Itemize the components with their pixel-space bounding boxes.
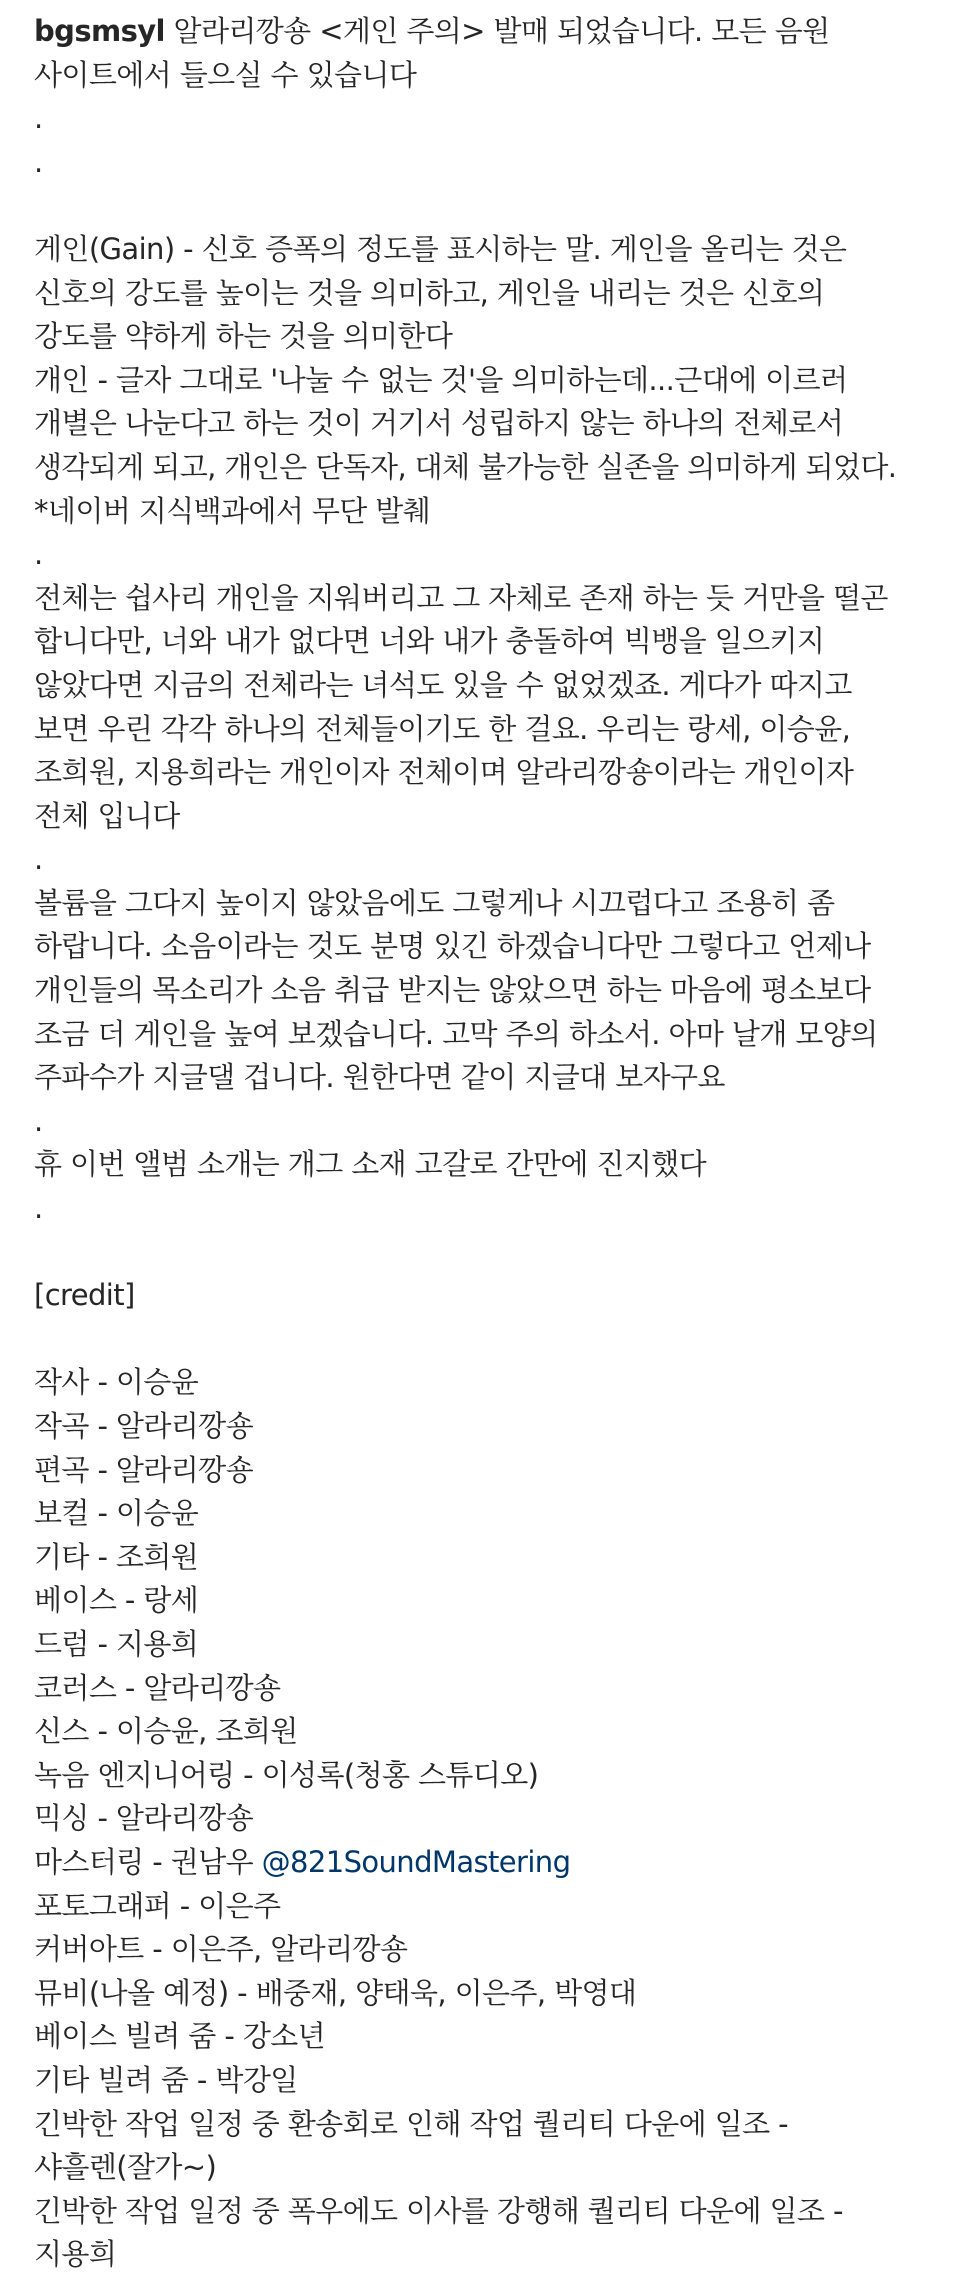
caption-line: 합니다만, 너와 내가 없다면 너와 내가 충돌하여 빅뱅을 일으키지 bbox=[34, 624, 825, 659]
caption-line: *네이버 지식백과에서 무단 발췌 bbox=[34, 493, 431, 528]
caption-line: 코러스 - 알라리깡숑 bbox=[34, 1670, 281, 1705]
post-caption bbox=[34, 10, 949, 2277]
credit-line-mastering bbox=[34, 1841, 949, 1885]
caption-line: 생각되게 되고, 개인은 단독자, 대체 불가능한 실존을 의미하게 되었다. bbox=[34, 449, 897, 484]
caption-line: 전체는 쉽사리 개인을 지워버리고 그 자체로 존재 하는 듯 거만을 떨곤 bbox=[34, 580, 888, 615]
caption-line: 베이스 - 랑세 bbox=[34, 1583, 199, 1618]
caption-line: 볼륨을 그다지 높이지 않았음에도 그렇게나 시끄럽다고 조용히 좀 bbox=[34, 885, 835, 920]
caption-line: 주파수가 지글댈 겁니다. 원한다면 같이 지글대 보자구요 bbox=[34, 1060, 725, 1095]
caption-line: 개인들의 목소리가 소음 취급 받지는 않았으면 하는 마음에 평소보다 bbox=[34, 973, 871, 1008]
caption-first-line: 알라리깡숑 <게인 주의> 발매 되었습니다. 모든 음원 bbox=[164, 14, 830, 48]
caption-line: . bbox=[34, 842, 43, 877]
caption-line: 신호의 강도를 높이는 것을 의미하고, 게인을 내리는 것은 신호의 bbox=[34, 275, 825, 310]
caption-line: 강도를 약하게 하는 것을 의미한다 bbox=[34, 319, 453, 354]
caption-line: . bbox=[34, 144, 43, 179]
caption-header bbox=[34, 10, 949, 54]
caption-line: 조금 더 게인을 높여 보겠습니다. 고막 주의 하소서. 아마 날개 모양의 bbox=[34, 1016, 878, 1051]
username-link[interactable]: bgsmsyl bbox=[34, 14, 165, 48]
caption-line: 뮤비(나올 예정) - 배중재, 양태욱, 이은주, 박영대 bbox=[34, 1975, 637, 2010]
caption-line: 기타 빌려 줌 - 박강일 bbox=[34, 2062, 298, 2097]
caption-line: 기타 - 조희원 bbox=[34, 1539, 199, 1574]
credit-mastering-text: 마스터링 - 권남우 bbox=[34, 1844, 262, 1879]
caption-line: 신스 - 이승윤, 조희원 bbox=[34, 1714, 298, 1749]
caption-line: 포토그래퍼 - 이은주 bbox=[34, 1888, 281, 1923]
caption-line: 작곡 - 알라리깡숑 bbox=[34, 1409, 253, 1443]
caption-line: 드럼 - 지용희 bbox=[34, 1626, 199, 1661]
caption-line: 게인(Gain) - 신호 증폭의 정도를 표시하는 말. 게인을 올리는 것은 bbox=[34, 231, 847, 266]
caption-line: 커버아트 - 이은주, 알라리깡숑 bbox=[34, 1932, 408, 1967]
caption-line: 하랍니다. 소음이라는 것도 분명 있긴 하겠습니다만 그렇다고 언제나 bbox=[34, 929, 871, 964]
caption-credits-rest bbox=[34, 1885, 949, 2277]
caption-line: 녹음 엔지니어링 - 이성록(청홍 스튜디오) bbox=[34, 1757, 539, 1792]
caption-line: 사이트에서 들으실 수 있습니다 bbox=[34, 57, 417, 92]
caption-line: [credit] bbox=[34, 1278, 135, 1313]
caption-line: . bbox=[34, 537, 43, 572]
caption-line: 긴박한 작업 일정 중 환송회로 인해 작업 퀄리티 다운에 일조 - bbox=[34, 2106, 788, 2141]
caption-body bbox=[34, 54, 949, 1841]
caption-line: 믹싱 - 알라리깡숑 bbox=[34, 1801, 253, 1836]
caption-line bbox=[34, 1318, 949, 1362]
caption-line: 지용희 bbox=[34, 2237, 117, 2272]
caption-line: 베이스 빌려 줌 - 강소년 bbox=[34, 2019, 326, 2054]
caption-line: . bbox=[34, 1103, 43, 1138]
caption-line: 긴박한 작업 일정 중 폭우에도 이사를 강행해 퀄리티 다운에 일조 - bbox=[34, 2193, 843, 2228]
caption-line: . bbox=[34, 101, 43, 136]
caption-line: 개별은 나눈다고 하는 것이 거기서 성립하지 않는 하나의 전체로서 bbox=[34, 406, 844, 441]
caption-line: 전체 입니다 bbox=[34, 798, 180, 833]
caption-line bbox=[34, 184, 949, 228]
caption-line: 편곡 - 알라리깡숑 bbox=[34, 1452, 253, 1487]
caption-line: 샤흘렌(잘가~) bbox=[34, 2150, 217, 2185]
caption-line: 조희원, 지용희라는 개인이자 전체이며 알라리깡숑이라는 개인이자 bbox=[34, 755, 854, 790]
caption-line: 보면 우린 각각 하나의 전체들이기도 한 걸요. 우리는 랑세, 이승윤, bbox=[34, 711, 851, 746]
caption-line: 휴 이번 앨범 소개는 개그 소재 고갈로 간만에 진지했다 bbox=[34, 1147, 707, 1182]
caption-line: 않았다면 지금의 전체라는 녀석도 있을 수 없었겠죠. 게다가 따지고 bbox=[34, 667, 852, 702]
caption-line: . bbox=[34, 1191, 43, 1226]
caption-line: 개인 - 글자 그대로 '나눌 수 없는 것'을 의미하는데...근대에 이르러 bbox=[34, 362, 848, 397]
caption-line: 보컬 - 이승윤 bbox=[34, 1496, 199, 1531]
caption-line bbox=[34, 1231, 949, 1275]
caption-line: 작사 - 이승윤 bbox=[34, 1365, 199, 1400]
mention-link[interactable]: @821SoundMastering bbox=[261, 1844, 571, 1879]
